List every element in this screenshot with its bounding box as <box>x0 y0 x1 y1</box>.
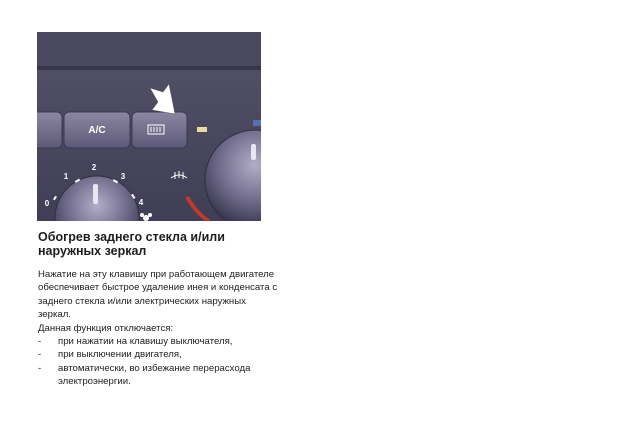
bullet-dash: - <box>38 336 42 348</box>
off-lead-text: Данная функция отключается: <box>38 322 174 334</box>
list-item <box>38 362 278 389</box>
dashboard-photo <box>37 32 261 221</box>
dial-mark-2: 2 <box>91 163 97 172</box>
list-item <box>38 348 278 361</box>
dial-mark-0: 0 <box>44 199 50 208</box>
ac-button-label: A/C <box>88 125 106 136</box>
bullet-dash: - <box>38 349 42 361</box>
off-conditions-list <box>38 335 278 389</box>
dial-mark-4: 4 <box>138 198 144 207</box>
indicator-led <box>197 127 207 132</box>
intro-paragraph: Нажатие на эту клавишу при работающем двигателе обеспечивает быстрое удаление инея и конденсата с заднего стекла и/или электрических наружных зеркал. <box>38 269 278 321</box>
dial-mark-3: 3 <box>120 172 126 181</box>
section-title: Обогрев заднего стекла и/или наружных зеркал <box>38 230 225 258</box>
bullet-dash: - <box>38 362 42 374</box>
list-item-text: при выключении двигателя, <box>58 349 182 361</box>
list-item-text: при нажатии на клавишу выключателя, <box>58 336 233 348</box>
dial-mark-1: 1 <box>63 172 69 181</box>
list-item <box>38 335 278 348</box>
list-item-text: автоматически, во избежание перерасхода электроэнергии. <box>58 362 251 388</box>
section-body <box>38 268 278 389</box>
